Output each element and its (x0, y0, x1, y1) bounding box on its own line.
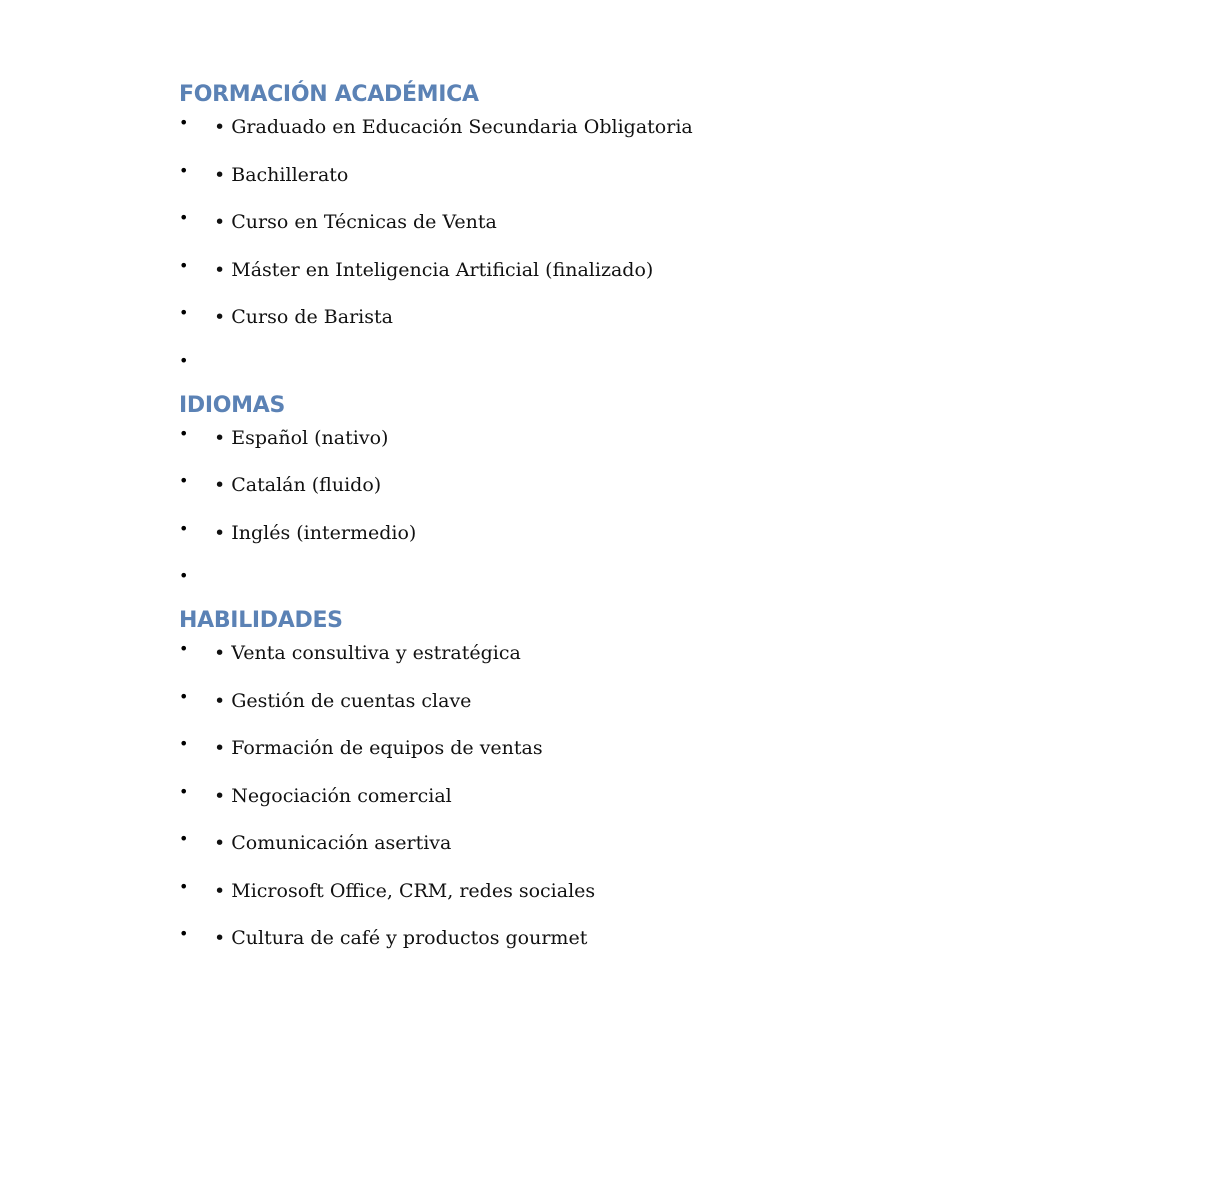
section-title: IDIOMAS (179, 392, 285, 418)
list-item-text: • Cultura de café y productos gourmet (214, 927, 588, 949)
list-item-text: • Gestión de cuentas clave (214, 689, 472, 712)
empty-list-item (179, 348, 1179, 391)
list-item (179, 636, 1179, 684)
list-item (179, 874, 1179, 922)
list-item-text: • Curso de Barista (214, 306, 393, 328)
list-item (179, 684, 1179, 732)
list-item-text: • Español (nativo) (214, 426, 389, 449)
section-formacion-academica (179, 80, 1179, 391)
bullet-icon: • (179, 876, 189, 896)
list-item (179, 731, 1179, 779)
list-item (179, 516, 1179, 564)
list-item (179, 300, 1179, 348)
bullet-icon: • (179, 350, 189, 370)
list-item-text: • Comunicación asertiva (214, 832, 452, 854)
empty-list-item (179, 563, 1179, 606)
list-item-text: • Curso en Técnicas de Venta (214, 211, 497, 233)
skills-list (179, 636, 1179, 969)
list-item (179, 158, 1179, 206)
bullet-icon: • (179, 255, 189, 275)
bullet-icon: • (179, 639, 189, 658)
list-item-text: • Venta consultiva y estratégica (214, 642, 521, 664)
list-item (179, 421, 1179, 469)
bullet-icon: • (179, 471, 189, 490)
bullet-icon: • (179, 566, 189, 585)
list-item-text: • Graduado en Educación Secundaria Obligatoria (214, 116, 693, 138)
list-item-text: • Negociación comercial (214, 784, 452, 807)
bullet-icon: • (179, 518, 189, 538)
section-idiomas (179, 391, 1179, 607)
education-list (179, 110, 1179, 391)
list-item (179, 468, 1179, 516)
section-title: FORMACIÓN ACADÉMICA (179, 82, 479, 107)
bullet-icon: • (179, 924, 189, 943)
bullet-icon: • (179, 303, 189, 322)
bullet-icon: • (179, 686, 189, 706)
bullet-icon: • (179, 781, 189, 801)
list-item (179, 921, 1179, 969)
bullet-icon: • (179, 423, 189, 443)
document-page (179, 80, 1179, 969)
list-item-text: • Inglés (intermedio) (214, 521, 417, 544)
list-item-text: • Formación de equipos de ventas (214, 737, 543, 759)
list-item-text: • Bachillerato (214, 163, 349, 186)
bullet-icon: • (179, 113, 189, 132)
list-item (179, 110, 1179, 158)
list-item-text: • Catalán (fluido) (214, 474, 382, 496)
bullet-icon: • (179, 829, 189, 848)
list-item (179, 205, 1179, 253)
list-item (179, 779, 1179, 827)
bullet-icon: • (179, 160, 189, 180)
section-habilidades (179, 606, 1179, 969)
bullet-icon: • (179, 734, 189, 753)
list-item-text: • Microsoft Office, CRM, redes sociales (214, 879, 596, 902)
list-item (179, 253, 1179, 301)
list-item (179, 826, 1179, 874)
languages-list (179, 421, 1179, 607)
bullet-icon: • (179, 208, 189, 227)
list-item-text: • Máster en Inteligencia Artificial (finalizado) (214, 258, 654, 281)
section-title: HABILIDADES (179, 608, 343, 633)
